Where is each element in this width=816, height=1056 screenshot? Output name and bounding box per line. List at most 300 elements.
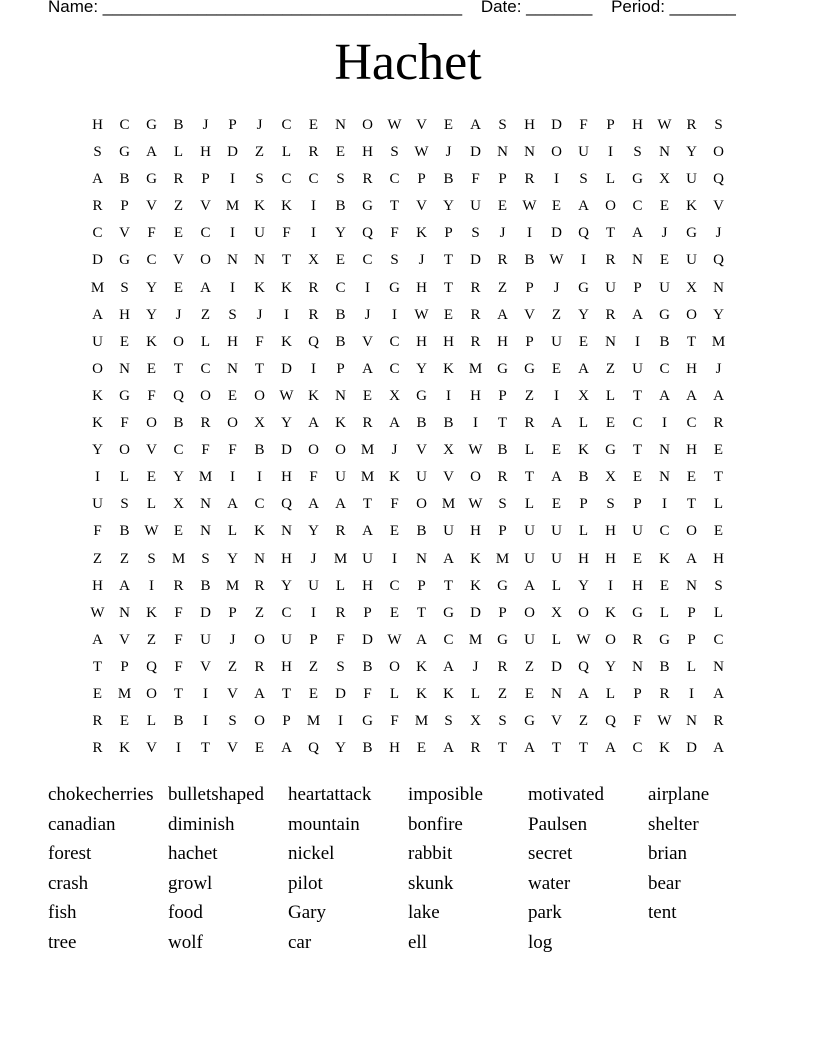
grid-cell[interactable]: T: [497, 740, 508, 757]
grid-cell[interactable]: K: [443, 685, 454, 702]
grid-cell[interactable]: R: [524, 171, 535, 188]
grid-cell[interactable]: C: [389, 171, 400, 188]
grid-cell[interactable]: I: [230, 171, 235, 188]
grid-cell[interactable]: Y: [578, 577, 589, 594]
grid-cell[interactable]: U: [551, 333, 562, 350]
grid-cell[interactable]: I: [230, 469, 235, 486]
grid-cell[interactable]: Q: [578, 225, 589, 242]
grid-cell[interactable]: M: [414, 713, 429, 730]
grid-cell[interactable]: C: [119, 117, 130, 133]
grid-cell[interactable]: Y: [146, 306, 157, 323]
grid-cell[interactable]: J: [256, 117, 263, 133]
grid-cell[interactable]: E: [551, 496, 562, 513]
grid-cell[interactable]: E: [659, 577, 670, 594]
grid-cell[interactable]: V: [551, 713, 562, 730]
grid-cell[interactable]: F: [309, 469, 318, 486]
grid-cell[interactable]: O: [470, 469, 481, 486]
grid-cell[interactable]: E: [686, 469, 697, 486]
grid-cell[interactable]: E: [551, 198, 562, 215]
grid-cell[interactable]: J: [553, 279, 560, 296]
grid-cell[interactable]: C: [713, 631, 724, 648]
grid-cell[interactable]: V: [200, 198, 211, 215]
grid-cell[interactable]: E: [578, 333, 589, 350]
grid-cell[interactable]: T: [92, 658, 103, 675]
grid-cell[interactable]: O: [416, 496, 427, 513]
grid-cell[interactable]: R: [470, 306, 481, 323]
grid-cell[interactable]: S: [471, 225, 480, 242]
grid-cell[interactable]: Y: [578, 306, 589, 323]
grid-cell[interactable]: N: [119, 360, 130, 377]
grid-cell[interactable]: B: [524, 252, 535, 269]
grid-cell[interactable]: E: [551, 442, 562, 459]
grid-cell[interactable]: I: [284, 306, 289, 323]
grid-cell[interactable]: O: [308, 442, 319, 459]
grid-cell[interactable]: T: [497, 415, 508, 432]
grid-cell[interactable]: A: [254, 685, 265, 702]
grid-cell[interactable]: Q: [605, 713, 616, 730]
grid-cell[interactable]: V: [416, 117, 427, 133]
grid-cell[interactable]: L: [470, 685, 481, 702]
grid-cell[interactable]: A: [443, 740, 454, 757]
grid-cell[interactable]: K: [281, 279, 292, 296]
grid-cell[interactable]: D: [470, 604, 481, 621]
grid-cell[interactable]: A: [578, 685, 589, 702]
grid-cell[interactable]: G: [659, 631, 670, 648]
grid-cell[interactable]: H: [200, 144, 211, 161]
grid-cell[interactable]: L: [578, 415, 589, 432]
grid-cell[interactable]: O: [686, 523, 697, 540]
grid-cell[interactable]: W: [468, 442, 483, 459]
grid-cell[interactable]: I: [581, 252, 586, 269]
grid-cell[interactable]: L: [524, 496, 535, 513]
grid-cell[interactable]: X: [686, 279, 697, 296]
grid-cell[interactable]: F: [174, 631, 183, 648]
grid-cell[interactable]: Q: [173, 387, 184, 404]
grid-cell[interactable]: G: [389, 279, 400, 296]
grid-cell[interactable]: G: [362, 713, 373, 730]
grid-cell[interactable]: P: [120, 658, 129, 675]
grid-cell[interactable]: Y: [281, 577, 292, 594]
grid-cell[interactable]: S: [228, 306, 237, 323]
grid-cell[interactable]: I: [554, 387, 559, 404]
grid-cell[interactable]: S: [606, 496, 615, 513]
grid-cell[interactable]: X: [389, 387, 400, 404]
grid-cell[interactable]: I: [257, 469, 262, 486]
grid-cell[interactable]: H: [578, 550, 589, 567]
grid-cell[interactable]: V: [200, 658, 211, 675]
grid-cell[interactable]: K: [92, 415, 103, 432]
grid-cell[interactable]: V: [416, 442, 427, 459]
grid-cell[interactable]: T: [578, 740, 589, 757]
grid-cell[interactable]: J: [256, 306, 263, 323]
grid-cell[interactable]: Z: [497, 279, 508, 296]
grid-cell[interactable]: B: [173, 713, 184, 730]
grid-cell[interactable]: R: [713, 415, 724, 432]
grid-cell[interactable]: X: [308, 252, 319, 269]
grid-cell[interactable]: J: [445, 144, 452, 161]
grid-cell[interactable]: F: [174, 604, 183, 621]
grid-cell[interactable]: J: [499, 225, 506, 242]
grid-cell[interactable]: I: [689, 685, 694, 702]
grid-cell[interactable]: S: [714, 117, 723, 133]
grid-cell[interactable]: U: [551, 523, 562, 540]
grid-cell[interactable]: G: [659, 306, 670, 323]
grid-cell[interactable]: X: [551, 604, 562, 621]
grid-cell[interactable]: T: [173, 360, 184, 377]
grid-cell[interactable]: S: [390, 252, 399, 269]
grid-cell[interactable]: B: [335, 306, 346, 323]
grid-cell[interactable]: I: [662, 496, 667, 513]
grid-cell[interactable]: D: [362, 631, 373, 648]
grid-cell[interactable]: U: [254, 225, 265, 242]
grid-cell[interactable]: L: [686, 658, 697, 675]
grid-cell[interactable]: J: [175, 306, 182, 323]
grid-cell[interactable]: K: [254, 279, 265, 296]
grid-cell[interactable]: W: [90, 604, 105, 621]
grid-cell[interactable]: S: [579, 171, 588, 188]
grid-cell[interactable]: E: [119, 713, 130, 730]
grid-cell[interactable]: H: [416, 279, 427, 296]
grid-cell[interactable]: H: [281, 658, 292, 675]
grid-cell[interactable]: S: [633, 144, 642, 161]
grid-cell[interactable]: Q: [578, 658, 589, 675]
grid-cell[interactable]: I: [608, 577, 613, 594]
grid-cell[interactable]: B: [416, 415, 427, 432]
grid-cell[interactable]: O: [551, 144, 562, 161]
grid-cell[interactable]: L: [200, 333, 211, 350]
grid-cell[interactable]: R: [173, 577, 184, 594]
grid-cell[interactable]: Z: [551, 306, 562, 323]
grid-cell[interactable]: S: [336, 658, 345, 675]
grid-cell[interactable]: A: [632, 306, 643, 323]
grid-cell[interactable]: A: [92, 171, 103, 188]
grid-cell[interactable]: E: [119, 333, 130, 350]
grid-cell[interactable]: Y: [281, 415, 292, 432]
grid-cell[interactable]: L: [551, 577, 562, 594]
grid-cell[interactable]: A: [713, 740, 724, 757]
grid-cell[interactable]: H: [470, 523, 481, 540]
grid-cell[interactable]: A: [551, 469, 562, 486]
grid-cell[interactable]: I: [203, 713, 208, 730]
grid-cell[interactable]: H: [470, 387, 481, 404]
grid-cell[interactable]: J: [202, 117, 209, 133]
grid-cell[interactable]: L: [713, 604, 724, 621]
grid-cell[interactable]: B: [119, 171, 130, 188]
grid-cell[interactable]: L: [146, 496, 157, 513]
grid-cell[interactable]: Z: [92, 550, 103, 567]
grid-cell[interactable]: S: [444, 713, 453, 730]
grid-cell[interactable]: A: [578, 360, 589, 377]
grid-cell[interactable]: O: [362, 117, 373, 133]
grid-cell[interactable]: H: [227, 333, 238, 350]
grid-cell[interactable]: L: [605, 171, 616, 188]
grid-cell[interactable]: K: [92, 387, 103, 404]
grid-cell[interactable]: N: [659, 442, 670, 459]
grid-cell[interactable]: E: [632, 550, 643, 567]
grid-cell[interactable]: R: [308, 144, 319, 161]
grid-cell[interactable]: C: [632, 198, 643, 215]
grid-cell[interactable]: Y: [308, 523, 319, 540]
grid-cell[interactable]: G: [686, 225, 697, 242]
grid-cell[interactable]: S: [120, 496, 129, 513]
grid-cell[interactable]: C: [632, 740, 643, 757]
grid-cell[interactable]: Y: [713, 306, 724, 323]
grid-cell[interactable]: W: [549, 252, 564, 269]
grid-cell[interactable]: V: [227, 740, 238, 757]
grid-cell[interactable]: N: [632, 658, 643, 675]
grid-cell[interactable]: K: [389, 469, 400, 486]
grid-cell[interactable]: G: [119, 144, 130, 161]
grid-cell[interactable]: F: [363, 685, 372, 702]
grid-cell[interactable]: A: [578, 198, 589, 215]
grid-cell[interactable]: J: [229, 631, 236, 648]
grid-cell[interactable]: V: [119, 225, 130, 242]
grid-cell[interactable]: N: [227, 252, 238, 269]
grid-cell[interactable]: S: [498, 496, 507, 513]
grid-cell[interactable]: O: [713, 144, 724, 161]
grid-cell[interactable]: A: [713, 685, 724, 702]
grid-cell[interactable]: P: [498, 387, 507, 404]
grid-cell[interactable]: C: [281, 117, 292, 133]
grid-cell[interactable]: H: [281, 469, 292, 486]
grid-cell[interactable]: R: [92, 740, 103, 757]
grid-cell[interactable]: T: [551, 740, 562, 757]
grid-cell[interactable]: E: [362, 387, 373, 404]
grid-cell[interactable]: M: [333, 550, 348, 567]
grid-cell[interactable]: P: [201, 171, 210, 188]
grid-cell[interactable]: X: [578, 387, 589, 404]
grid-cell[interactable]: S: [498, 117, 507, 133]
grid-cell[interactable]: E: [443, 306, 454, 323]
grid-cell[interactable]: R: [308, 279, 319, 296]
grid-cell[interactable]: N: [254, 252, 265, 269]
grid-cell[interactable]: L: [524, 442, 535, 459]
grid-cell[interactable]: J: [391, 442, 398, 459]
grid-cell[interactable]: P: [525, 279, 534, 296]
grid-cell[interactable]: U: [443, 523, 454, 540]
grid-cell[interactable]: E: [173, 523, 184, 540]
grid-cell[interactable]: W: [468, 496, 483, 513]
grid-cell[interactable]: A: [632, 225, 643, 242]
grid-cell[interactable]: I: [365, 279, 370, 296]
grid-cell[interactable]: T: [605, 225, 616, 242]
grid-cell[interactable]: V: [119, 631, 130, 648]
grid-cell[interactable]: S: [498, 713, 507, 730]
grid-cell[interactable]: D: [227, 144, 238, 161]
grid-cell[interactable]: E: [416, 740, 427, 757]
grid-cell[interactable]: D: [335, 685, 346, 702]
grid-cell[interactable]: L: [551, 631, 562, 648]
grid-cell[interactable]: P: [498, 523, 507, 540]
grid-cell[interactable]: X: [605, 469, 616, 486]
grid-cell[interactable]: X: [254, 415, 265, 432]
grid-cell[interactable]: A: [713, 387, 724, 404]
grid-cell[interactable]: D: [470, 252, 481, 269]
grid-cell[interactable]: Y: [92, 442, 103, 459]
grid-cell[interactable]: Q: [308, 740, 319, 757]
grid-cell[interactable]: O: [119, 442, 130, 459]
grid-cell[interactable]: P: [417, 171, 426, 188]
grid-cell[interactable]: C: [389, 577, 400, 594]
grid-cell[interactable]: M: [90, 279, 105, 296]
grid-cell[interactable]: N: [335, 117, 346, 133]
grid-cell[interactable]: C: [686, 415, 697, 432]
grid-cell[interactable]: F: [390, 496, 399, 513]
grid-cell[interactable]: P: [633, 496, 642, 513]
grid-cell[interactable]: H: [443, 333, 454, 350]
grid-cell[interactable]: O: [227, 415, 238, 432]
grid-cell[interactable]: G: [497, 577, 508, 594]
grid-cell[interactable]: C: [308, 171, 319, 188]
grid-cell[interactable]: E: [308, 117, 319, 133]
grid-cell[interactable]: M: [117, 685, 132, 702]
grid-cell[interactable]: P: [120, 198, 129, 215]
grid-cell[interactable]: Q: [281, 496, 292, 513]
grid-cell[interactable]: R: [605, 306, 616, 323]
grid-cell[interactable]: X: [659, 171, 670, 188]
grid-cell[interactable]: A: [416, 631, 427, 648]
grid-cell[interactable]: W: [657, 713, 672, 730]
grid-cell[interactable]: I: [149, 577, 154, 594]
grid-cell[interactable]: K: [281, 333, 292, 350]
grid-cell[interactable]: M: [468, 360, 483, 377]
grid-cell[interactable]: N: [524, 144, 535, 161]
grid-cell[interactable]: G: [578, 279, 589, 296]
grid-cell[interactable]: R: [470, 740, 481, 757]
grid-cell[interactable]: T: [281, 685, 292, 702]
grid-cell[interactable]: F: [174, 658, 183, 675]
grid-cell[interactable]: K: [119, 740, 130, 757]
grid-cell[interactable]: J: [364, 306, 371, 323]
grid-cell[interactable]: W: [387, 117, 402, 133]
grid-cell[interactable]: M: [225, 198, 240, 215]
grid-cell[interactable]: A: [524, 740, 535, 757]
grid-cell[interactable]: A: [686, 387, 697, 404]
grid-cell[interactable]: H: [92, 117, 103, 133]
grid-cell[interactable]: L: [119, 469, 130, 486]
grid-cell[interactable]: Q: [146, 658, 157, 675]
grid-cell[interactable]: Y: [686, 144, 697, 161]
grid-cell[interactable]: A: [659, 387, 670, 404]
grid-cell[interactable]: V: [524, 306, 535, 323]
grid-cell[interactable]: A: [281, 740, 292, 757]
grid-cell[interactable]: U: [281, 631, 292, 648]
grid-cell[interactable]: T: [254, 360, 265, 377]
grid-cell[interactable]: W: [657, 117, 672, 133]
grid-cell[interactable]: K: [605, 604, 616, 621]
grid-cell[interactable]: O: [605, 631, 616, 648]
grid-cell[interactable]: K: [416, 658, 427, 675]
grid-cell[interactable]: R: [200, 415, 211, 432]
grid-cell[interactable]: L: [389, 685, 400, 702]
grid-cell[interactable]: P: [309, 631, 318, 648]
grid-cell[interactable]: H: [686, 360, 697, 377]
grid-cell[interactable]: M: [360, 442, 375, 459]
grid-cell[interactable]: I: [446, 387, 451, 404]
grid-cell[interactable]: N: [200, 523, 211, 540]
grid-cell[interactable]: K: [254, 198, 265, 215]
grid-cell[interactable]: H: [605, 523, 616, 540]
grid-cell[interactable]: H: [416, 333, 427, 350]
grid-cell[interactable]: F: [147, 387, 156, 404]
grid-cell[interactable]: N: [281, 523, 292, 540]
grid-cell[interactable]: A: [686, 550, 697, 567]
grid-cell[interactable]: T: [281, 252, 292, 269]
grid-cell[interactable]: W: [576, 631, 591, 648]
grid-cell[interactable]: Z: [146, 631, 157, 648]
grid-cell[interactable]: H: [686, 442, 697, 459]
grid-cell[interactable]: D: [551, 658, 562, 675]
grid-cell[interactable]: A: [119, 577, 130, 594]
grid-cell[interactable]: G: [632, 604, 643, 621]
grid-cell[interactable]: U: [632, 523, 643, 540]
grid-cell[interactable]: S: [120, 279, 129, 296]
grid-cell[interactable]: I: [230, 225, 235, 242]
grid-cell[interactable]: R: [497, 658, 508, 675]
grid-cell[interactable]: A: [362, 523, 373, 540]
grid-cell[interactable]: H: [281, 550, 292, 567]
grid-cell[interactable]: D: [281, 360, 292, 377]
grid-cell[interactable]: G: [524, 713, 535, 730]
grid-cell[interactable]: N: [335, 387, 346, 404]
grid-cell[interactable]: G: [524, 360, 535, 377]
grid-cell[interactable]: E: [335, 144, 346, 161]
grid-cell[interactable]: K: [416, 225, 427, 242]
grid-cell[interactable]: O: [200, 252, 211, 269]
grid-cell[interactable]: Z: [119, 550, 130, 567]
grid-cell[interactable]: L: [659, 604, 670, 621]
grid-cell[interactable]: I: [311, 360, 316, 377]
grid-cell[interactable]: R: [605, 252, 616, 269]
grid-cell[interactable]: P: [498, 604, 507, 621]
grid-cell[interactable]: S: [93, 144, 102, 161]
grid-cell[interactable]: A: [605, 740, 616, 757]
grid-cell[interactable]: R: [497, 252, 508, 269]
grid-cell[interactable]: I: [311, 198, 316, 215]
grid-cell[interactable]: I: [527, 225, 532, 242]
grid-cell[interactable]: O: [524, 604, 535, 621]
grid-cell[interactable]: O: [578, 604, 589, 621]
grid-cell[interactable]: V: [416, 198, 427, 215]
grid-cell[interactable]: B: [443, 415, 454, 432]
grid-cell[interactable]: W: [387, 631, 402, 648]
grid-cell[interactable]: T: [200, 740, 211, 757]
grid-cell[interactable]: W: [279, 387, 294, 404]
grid-cell[interactable]: W: [414, 306, 429, 323]
grid-cell[interactable]: G: [632, 171, 643, 188]
grid-cell[interactable]: R: [254, 658, 265, 675]
grid-cell[interactable]: T: [632, 387, 643, 404]
grid-cell[interactable]: I: [203, 685, 208, 702]
grid-cell[interactable]: M: [468, 631, 483, 648]
grid-cell[interactable]: K: [254, 523, 265, 540]
grid-cell[interactable]: A: [335, 496, 346, 513]
grid-cell[interactable]: M: [441, 496, 456, 513]
grid-cell[interactable]: H: [389, 740, 400, 757]
grid-cell[interactable]: P: [282, 713, 291, 730]
grid-cell[interactable]: P: [228, 117, 237, 133]
grid-cell[interactable]: S: [714, 577, 723, 594]
grid-cell[interactable]: I: [392, 306, 397, 323]
grid-cell[interactable]: B: [173, 117, 184, 133]
grid-cell[interactable]: O: [389, 658, 400, 675]
grid-cell[interactable]: H: [497, 333, 508, 350]
grid-cell[interactable]: N: [659, 144, 670, 161]
grid-cell[interactable]: D: [686, 740, 697, 757]
grid-cell[interactable]: U: [632, 360, 643, 377]
grid-cell[interactable]: N: [632, 252, 643, 269]
grid-cell[interactable]: H: [362, 144, 373, 161]
